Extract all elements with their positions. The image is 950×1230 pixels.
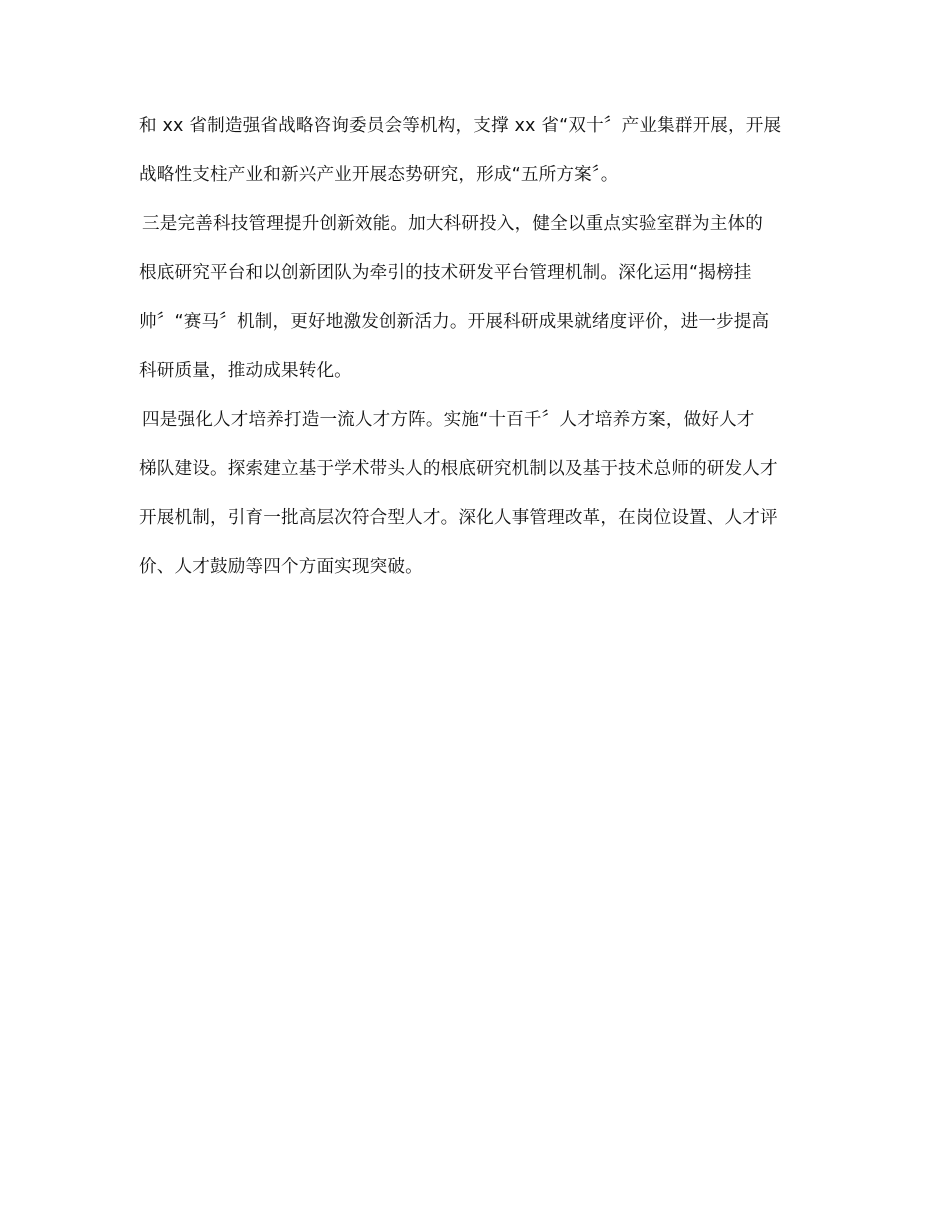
text-line: 四是强化人才培养打造一流人才方阵。实施“十百千〞人才培养方案，做好人才 <box>142 410 755 430</box>
text-line: 梯队建设。探索建立基于学术带头人的根底研究机制以及基于技术总师的研发人才 <box>139 459 778 479</box>
text-line: 和 xx 省制造强省战略咨询委员会等机构，支撑 xx 省“双十〞产业集群开展，开展 <box>139 116 782 136</box>
text-line: 帅〞“赛马〞机制，更好地激发创新活力。开展科研成果就绪度评价，进一步提高 <box>139 312 770 332</box>
body-text <box>139 106 819 596</box>
text-line: 战略性支柱产业和新兴产业开展态势研究，形成“五所方案〞。 <box>139 165 619 185</box>
text-line: 根底研究平台和以创新团队为牵引的技术研发平台管理机制。深化运用“揭榜挂 <box>139 263 752 283</box>
text-line: 开展机制，引育一批高层次符合型人才。深化人事管理改革，在岗位设置、人才评 <box>139 508 778 528</box>
text-line: 三是完善科技管理提升创新效能。加大科研投入，健全以重点实验室群为主体的 <box>142 214 764 234</box>
text-line: 价、人才鼓励等四个方面实现突破。 <box>139 557 423 577</box>
text-line: 科研质量，推动成果转化。 <box>139 361 352 381</box>
